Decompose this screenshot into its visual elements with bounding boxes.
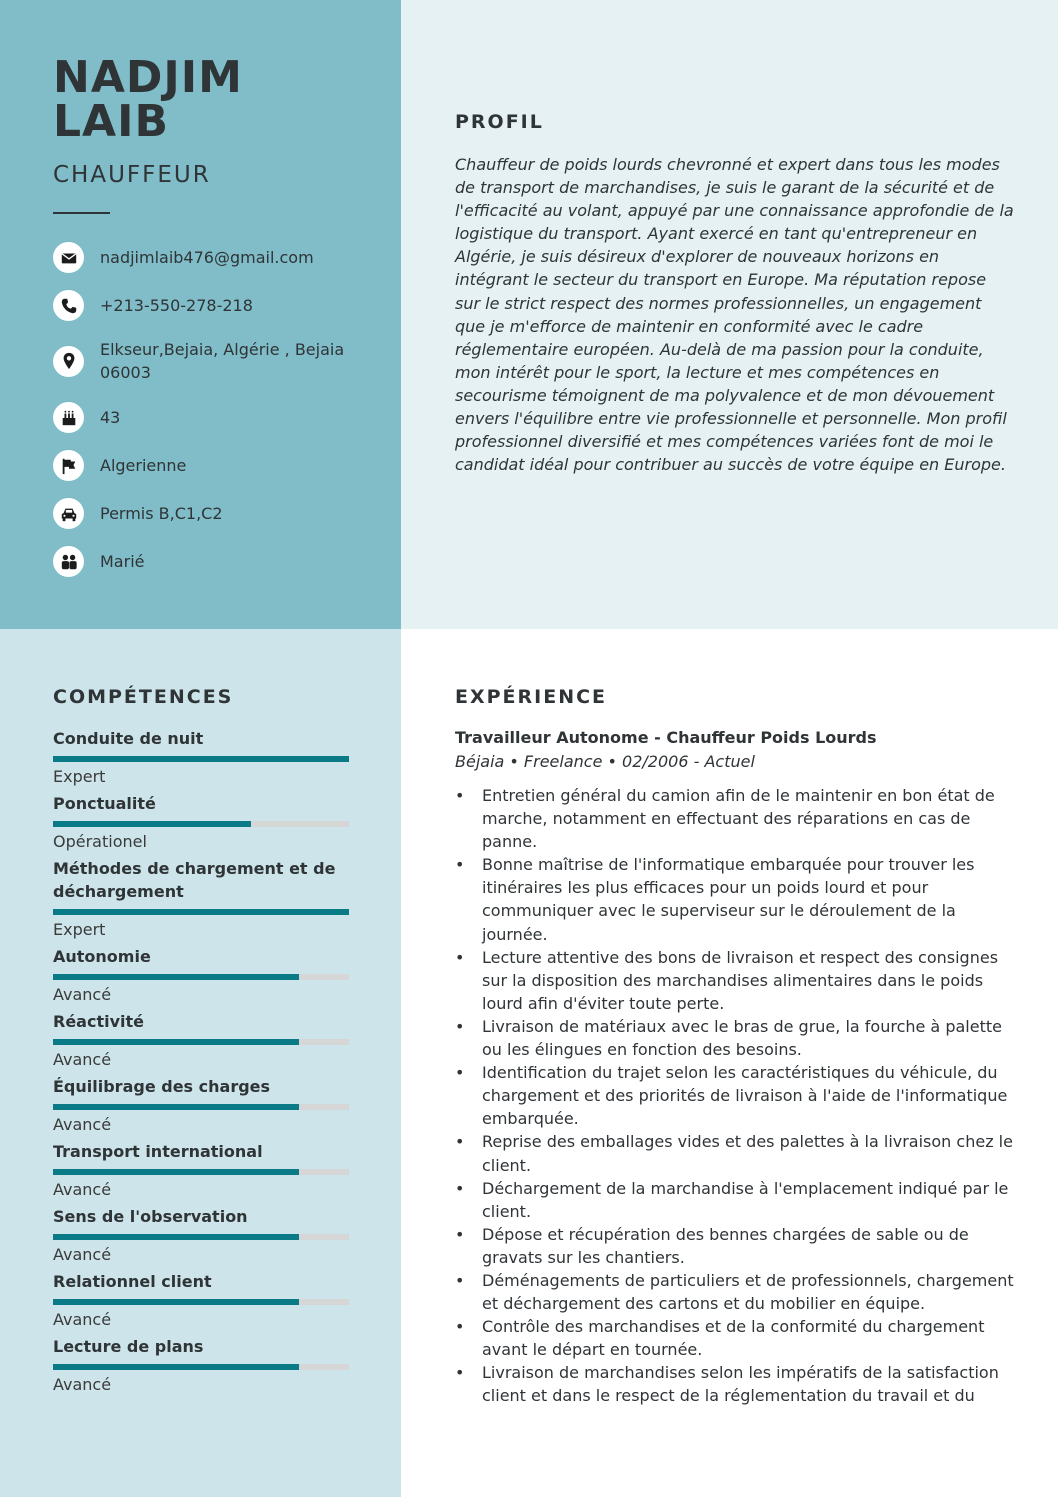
birthday-cake-icon (53, 402, 84, 433)
skill-name: Équilibrage des charges (53, 1077, 271, 1096)
bullet-text: Lecture attentive des bons de livraison et respect des consignes sur la disposition des marchandises alimentaires dans le poids lourd afin d'éviter toute perte. (482, 947, 999, 1013)
skill-level: Expert (53, 920, 106, 939)
bullet-marker: • (455, 1317, 465, 1337)
bullet-text: Déménagements de particuliers et de professionnels, chargement et déchargement des cartons et du mobilier en équipe. (482, 1270, 1014, 1314)
license-text: Permis B,C1,C2 (100, 504, 223, 523)
skill-bar-fill (53, 909, 349, 915)
bullet-marker: • (455, 786, 465, 805)
experience-bullet (455, 1015, 1015, 1061)
skill-level: Avancé (53, 1050, 112, 1069)
bullet-marker: • (455, 855, 465, 875)
skill-bar-track (53, 756, 349, 762)
experience-bullet (455, 1223, 1015, 1269)
skill-item (53, 944, 349, 1006)
skill-bar-fill (53, 1364, 299, 1370)
skill-name: Méthodes de chargement et de déchargement (53, 859, 336, 901)
bullet-text: Entretien général du camion afin de le maintenir en bon état de marche, notamment en effectuant des réparations en cas de panne. (482, 786, 995, 852)
skill-bar-track (53, 1169, 349, 1175)
skill-name: Relationnel client (53, 1272, 212, 1291)
skill-item (53, 1139, 349, 1201)
skill-level: Avancé (53, 1310, 112, 1329)
bullet-text: Contrôle des marchandises et de la conformité du chargement avant le départ en tournée. (482, 1317, 985, 1360)
skill-name: Transport international (53, 1142, 263, 1161)
bullet-marker: • (455, 1063, 465, 1083)
contact-marital-status (53, 546, 360, 577)
skill-bar-fill (53, 1039, 299, 1045)
skill-bar-fill (53, 1234, 299, 1240)
bullet-marker: • (455, 1224, 465, 1244)
skill-name: Sens de l'observation (53, 1207, 248, 1226)
candidate-name (53, 52, 243, 147)
experience-bullet-list (455, 784, 1015, 1408)
experience-meta: Béjaia • Freelance • 02/2006 - Actuel (455, 752, 755, 771)
bullet-text: Reprise des emballages vides et des palettes à la livraison chez le client. (482, 1132, 1013, 1175)
bullet-marker: • (455, 1363, 465, 1383)
experience-job-title: Travailleur Autonome - Chauffeur Poids Lourds (455, 728, 877, 747)
title-divider (53, 212, 110, 214)
skill-item (53, 791, 349, 853)
location-icon (53, 346, 84, 377)
skill-item (53, 1269, 349, 1331)
skill-bar-track (53, 909, 349, 915)
experience-bullet (455, 1130, 1015, 1176)
skill-level: Avancé (53, 1180, 112, 1199)
skill-item (53, 1334, 349, 1396)
car-icon (53, 498, 84, 529)
skill-item (53, 726, 349, 788)
bullet-text: Livraison de marchandises selon les impératifs de la satisfaction client et dans le respect de la réglementation du travail et du (482, 1363, 999, 1406)
job-title: CHAUFFEUR (53, 162, 211, 188)
skill-bar-track (53, 1104, 349, 1110)
skill-bar-track (53, 1234, 349, 1240)
bullet-marker: • (455, 1178, 465, 1198)
skill-bar-fill (53, 821, 251, 827)
experience-bullet (455, 1361, 1015, 1407)
experience-bullet (455, 784, 1015, 853)
email-text: nadjimlaib476@gmail.com (100, 248, 314, 267)
phone-icon (53, 290, 84, 321)
experience-bullet (455, 1315, 1015, 1361)
skills-heading: COMPÉTENCES (53, 686, 234, 708)
phone-text: +213-550-278-218 (100, 296, 253, 315)
experience-bullet (455, 1061, 1015, 1130)
address-text: Elkseur,Bejaia, Algérie , Bejaia 06003 (100, 340, 345, 382)
profile-heading: PROFIL (455, 111, 544, 133)
skill-bar-fill (53, 1169, 299, 1175)
skill-name: Lecture de plans (53, 1337, 204, 1356)
profile-text: Chauffeur de poids lourds chevronné et expert dans tous les modes de transport de marchandises, je suis le garant de la sécurité et de l'efficacité au volant, appuyé par une connaissance approfondie de la logistique du transport. Ayant exercé en tant qu'entrepreneur en Algérie, je suis désireux d'explorer de nouveaux horizons en intégrant le secteur du transport en Europe. Ma réputation repose sur le strict respect des normes professionnelles, un engagement que je m'efforce de maintenir en conformité avec le cadre réglementaire européen. Au-delà de ma passion pour la conduite, mon intérêt pour le sport, la lecture et mes compétences en secourisme témoignent de ma polyvalence et de mon dévouement envers l'équilibre entre vie professionnelle et personnelle. Mon profil professionnel diversifié et mes compétences variées font de moi le candidat idéal pour contribuer au succès de votre équipe en Europe. (455, 155, 1014, 475)
skill-level: Avancé (53, 985, 112, 1004)
skill-level: Avancé (53, 1375, 112, 1394)
nationality-text: Algerienne (100, 456, 187, 475)
skill-level: Avancé (53, 1115, 112, 1134)
bullet-text: Livraison de matériaux avec le bras de grue, la fourche à palette ou les élingues en fonction des besoins. (482, 1016, 1002, 1060)
bullet-text: Déchargement de la marchandise à l'emplacement indiqué par le client. (482, 1178, 1009, 1221)
contact-phone (53, 290, 360, 321)
skill-bar-fill (53, 1104, 299, 1110)
experience-bullet (455, 1269, 1015, 1315)
skill-name: Réactivité (53, 1012, 144, 1031)
first-name: NADJIM (53, 52, 243, 103)
bullet-marker: • (455, 1016, 465, 1036)
skill-level: Opérationel (53, 832, 147, 851)
skill-bar-track (53, 1039, 349, 1045)
skill-item (53, 1204, 349, 1266)
bullet-text: Dépose et récupération des bennes chargées de sable ou de gravats sur les chantiers. (482, 1224, 969, 1267)
skill-name: Autonomie (53, 947, 151, 966)
last-name: LAIB (53, 96, 169, 147)
experience-bullet (455, 1177, 1015, 1223)
skill-bar-track (53, 821, 349, 827)
email-icon (53, 242, 84, 273)
skill-name: Conduite de nuit (53, 729, 204, 748)
skill-item (53, 1009, 349, 1071)
bullet-marker: • (455, 947, 465, 967)
skill-bar-fill (53, 974, 299, 980)
skill-level: Expert (53, 767, 106, 786)
experience-bullet (455, 946, 1015, 1015)
skill-bar-track (53, 1299, 349, 1305)
bullet-marker: • (455, 1270, 465, 1290)
skills-list (53, 726, 349, 1399)
flag-icon (53, 450, 84, 481)
couple-icon (53, 546, 84, 577)
skill-bar-fill (53, 1299, 299, 1305)
skill-item (53, 856, 349, 941)
bullet-text: Identification du trajet selon les caractéristiques du véhicule, du chargement et des priorités de livraison à l'aide de l'informatique embarquée. (482, 1063, 1008, 1129)
skill-bar-track (53, 974, 349, 980)
contact-age (53, 402, 360, 433)
bullet-marker: • (455, 1132, 465, 1152)
marital-status-text: Marié (100, 552, 145, 571)
contact-nationality (53, 450, 360, 481)
skill-item (53, 1074, 349, 1136)
skill-bar-track (53, 1364, 349, 1370)
skill-bar-fill (53, 756, 349, 762)
contact-address (53, 338, 360, 384)
bullet-text: Bonne maîtrise de l'informatique embarquée pour trouver les itinéraires les plus efficaces pour un poids lourd et pour communiquer avec le superviseur sur le déroulement de la journée. (482, 855, 975, 944)
contact-license (53, 498, 360, 529)
contact-email (53, 242, 360, 273)
skill-level: Avancé (53, 1245, 112, 1264)
experience-bullet (455, 853, 1015, 945)
skill-name: Ponctualité (53, 794, 156, 813)
experience-heading: EXPÉRIENCE (455, 686, 608, 708)
age-text: 43 (100, 408, 121, 427)
